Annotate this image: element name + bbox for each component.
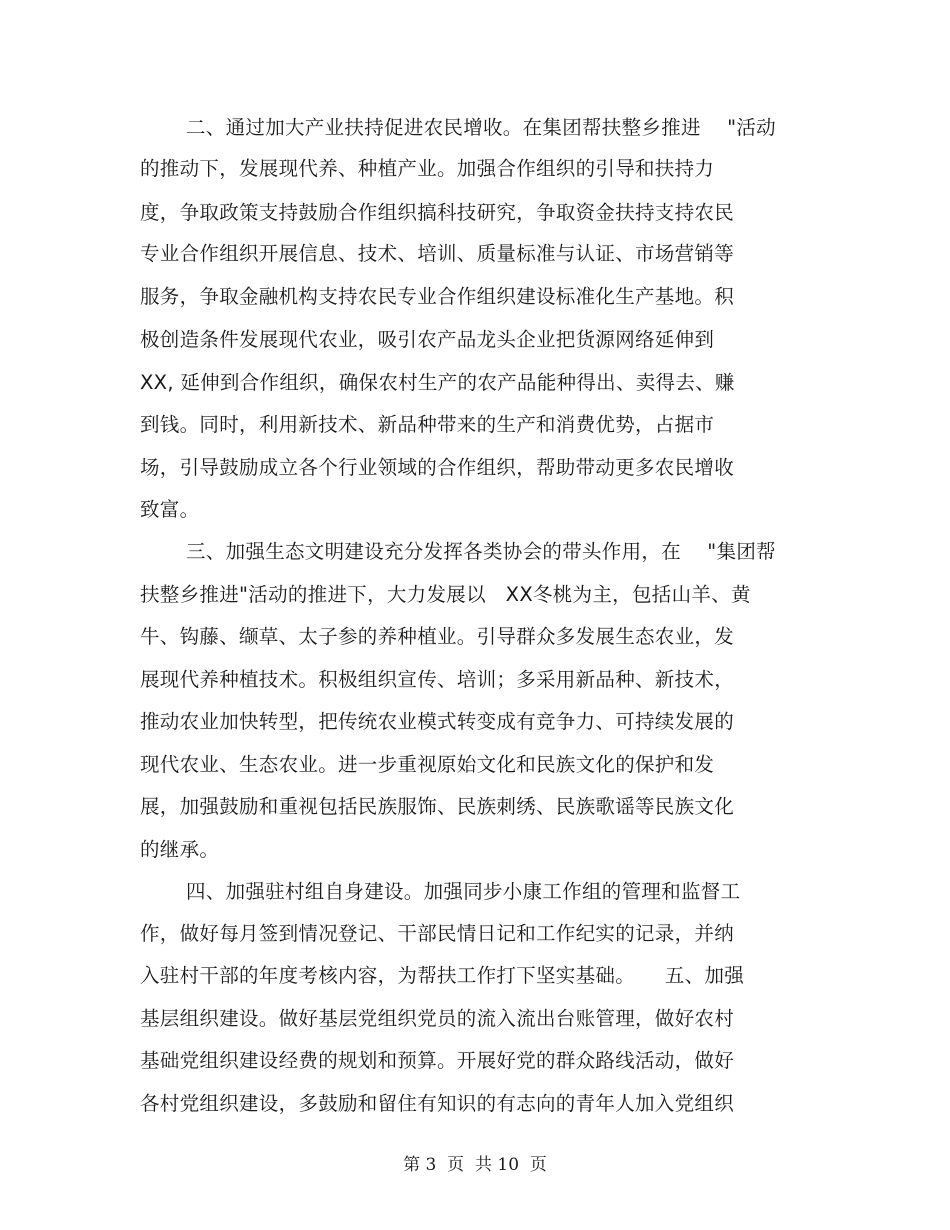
paragraph-line: 场，引导鼓励成立各个行业领域的合作组织，帮助带动更多农民增收: [140, 456, 735, 479]
page-number-footer: 第 3 页 共 10 页: [403, 1155, 547, 1175]
paragraph-line: 扶整乡推进"活动的推进下，大力发展以 XX冬桃为主，包括山羊、黄: [140, 583, 751, 606]
paragraph-line: 度，争取政策支持鼓励合作组织搞科技研究，争取资金扶持支持农民: [140, 201, 735, 224]
paragraph-line: 三、加强生态文明建设充分发挥各类协会的带头作用，在 "集团帮: [186, 540, 776, 563]
paragraph-line: 的继承。: [140, 838, 220, 861]
paragraph-line: 展现代养种植技术。积极组织宣传、培训；多采用新品种、新技术，: [140, 668, 735, 691]
paragraph-line: 四、加强驻村组自身建设。加强同步小康工作组的管理和监督工: [186, 880, 741, 903]
paragraph-line: 入驻村干部的年度考核内容，为帮扶工作打下坚实基础。 五、加强: [140, 964, 745, 987]
paragraph-line: 到钱。同时，利用新技术、新品种带来的生产和消费优势，占据市: [140, 413, 715, 436]
paragraph-line: 作，做好每月签到情况登记、干部民情日记和工作纪实的记录，并纳: [140, 922, 735, 945]
paragraph-line: 展，加强鼓励和重视包括民族服饰、民族刺绣、民族歌谣等民族文化: [140, 795, 735, 818]
paragraph-line: 各村党组织建设，多鼓励和留住有知识的有志向的青年人加入党组织: [140, 1092, 735, 1115]
paragraph-line: 专业合作组织开展信息、技术、培训、质量标准与认证、市场营销等: [140, 242, 735, 265]
paragraph-line: XX, 延伸到合作组织，确保农村生产的农产品能种得出、卖得去、赚: [140, 371, 735, 394]
paragraph-line: 推动农业加快转型，把传统农业模式转变成有竞争力、可持续发展的: [140, 710, 735, 733]
paragraph-line: 服务，争取金融机构支持农民专业合作组织建设标准化生产基地。积: [140, 285, 735, 308]
paragraph-line: 牛、钩藤、缬草、太子参的养种植业。引导群众多发展生态农业，发: [140, 625, 735, 648]
paragraph-line: 二、通过加大产业扶持促进农民增收。在集团帮扶整乡推进 "活动: [186, 116, 776, 139]
paragraph-line: 基层组织建设。做好基层党组织党员的流入流出台账管理，做好农村: [140, 1007, 735, 1030]
paragraph-line: 基础党组织建设经费的规划和预算。开展好党的群众路线活动，做好: [140, 1049, 735, 1072]
paragraph-line: 极创造条件发展现代农业，吸引农产品龙头企业把货源网络延伸到: [140, 328, 715, 351]
paragraph-line: 现代农业、生态农业。进一步重视原始文化和民族文化的保护和发: [140, 753, 715, 776]
paragraph-line: 的推动下，发展现代养、种植产业。加强合作组织的引导和扶持力: [140, 157, 715, 180]
paragraph-line: 致富。: [140, 498, 200, 521]
